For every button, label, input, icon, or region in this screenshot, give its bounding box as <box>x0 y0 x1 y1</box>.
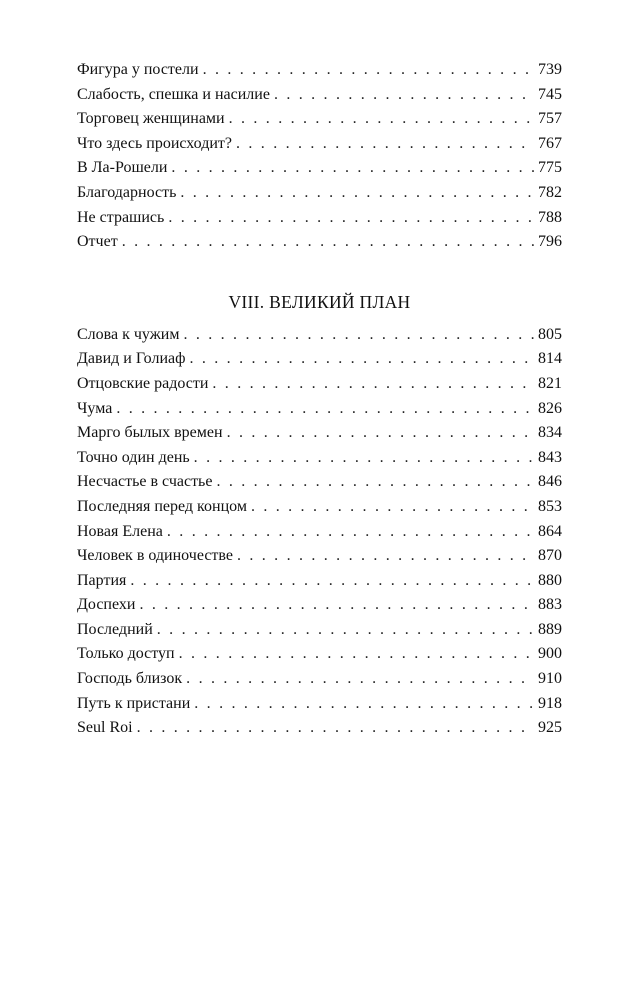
toc-entry-title: Путь к пристани <box>77 694 191 712</box>
dot-leader <box>130 569 534 594</box>
toc-entry <box>77 181 562 206</box>
dot-leader <box>216 470 534 495</box>
toc-entry <box>77 618 562 643</box>
toc-entry <box>77 520 562 545</box>
toc-entry-page-number: 883 <box>538 596 562 614</box>
dot-leader <box>171 156 534 181</box>
toc-entry-page-number: 910 <box>538 670 562 688</box>
toc-entry-title: Слабость, спешка и насилие <box>77 85 270 103</box>
toc-entry <box>77 107 562 132</box>
dot-leader <box>139 593 534 618</box>
toc-entry-page-number: 870 <box>538 547 562 565</box>
toc-entry <box>77 156 562 181</box>
toc-entry-page-number: 821 <box>538 374 562 392</box>
toc-entry <box>77 206 562 231</box>
toc-entry-page-number: 782 <box>538 183 562 201</box>
toc-entry-page-number: 767 <box>538 134 562 152</box>
section-heading: VIII. ВЕЛИКИЙ ПЛАН <box>228 291 411 312</box>
toc-entry-page-number: 788 <box>538 208 562 226</box>
dot-leader <box>237 544 534 569</box>
toc-entry <box>77 692 562 717</box>
toc-entry <box>77 593 562 618</box>
toc-entry-page-number: 775 <box>538 159 562 177</box>
toc-entry <box>77 58 562 83</box>
toc-entry-page-number: 826 <box>538 399 562 417</box>
toc-entry-title: Последняя перед концом <box>77 497 247 515</box>
toc-entry-title: Последний <box>77 620 153 638</box>
toc-entry-title: Новая Елена <box>77 522 163 540</box>
toc-entry <box>77 446 562 471</box>
toc-entry <box>77 716 562 741</box>
toc-entry-page-number: 757 <box>538 110 562 128</box>
toc-entry-title: Марго былых времен <box>77 424 223 442</box>
toc-entry-page-number: 834 <box>538 424 562 442</box>
toc-entry-page-number: 880 <box>538 571 562 589</box>
toc-entry-page-number: 889 <box>538 620 562 638</box>
toc-entry-title: Только доступ <box>77 645 175 663</box>
toc-entry-title: Чума <box>77 399 113 417</box>
dot-leader <box>167 520 534 545</box>
toc-entry-title: Господь близок <box>77 670 183 688</box>
dot-leader <box>189 347 534 372</box>
toc-entry <box>77 544 562 569</box>
toc-entry-page-number: 739 <box>538 61 562 78</box>
toc-entry <box>77 323 562 348</box>
toc-entry-title: Что здесь происходит? <box>77 134 232 152</box>
toc-entry-page-number: 900 <box>538 645 562 663</box>
dot-leader <box>168 206 534 231</box>
toc-entry <box>77 230 562 255</box>
toc-entry-page-number: 843 <box>538 448 562 466</box>
toc-entry-title: Несчастье в счастье <box>77 473 213 491</box>
dot-leader <box>203 58 534 83</box>
dot-leader <box>180 181 534 206</box>
toc-entry-title: Человек в одиночестве <box>77 547 233 565</box>
toc-entry-title: Давид и Голиаф <box>77 350 186 368</box>
toc-entry-page-number: 796 <box>538 233 562 251</box>
toc-entry-title: Доспехи <box>77 596 136 614</box>
toc-entry <box>77 421 562 446</box>
toc-entry <box>77 495 562 520</box>
toc-entry <box>77 569 562 594</box>
toc-entry <box>77 83 562 108</box>
toc-entry-title: Отчет <box>77 233 118 251</box>
dot-leader <box>212 372 534 397</box>
dot-leader <box>229 107 534 132</box>
toc-entry-page-number: 745 <box>538 85 562 103</box>
toc-page <box>77 58 562 741</box>
toc-entry <box>77 132 562 157</box>
toc-entry <box>77 667 562 692</box>
toc-entry-page-number: 846 <box>538 473 562 491</box>
toc-entry-title: В Ла-Рошели <box>77 159 168 177</box>
dot-leader <box>179 642 534 667</box>
toc-entry-page-number: 814 <box>538 350 562 368</box>
toc-entry-title: Не страшись <box>77 208 165 226</box>
toc-list-part2 <box>77 323 562 741</box>
dot-leader <box>274 83 534 108</box>
toc-entry-title: Фигура у постели <box>77 61 199 78</box>
dot-leader <box>236 132 534 157</box>
dot-leader <box>186 667 534 692</box>
dot-leader <box>251 495 534 520</box>
dot-leader <box>183 323 534 348</box>
toc-entry-title: Отцовские радости <box>77 374 209 392</box>
toc-list-part1 <box>77 58 562 255</box>
toc-entry-title: Seul Roi <box>77 719 133 737</box>
toc-entry-title: Точно один день <box>77 448 190 466</box>
dot-leader <box>137 716 534 741</box>
toc-entry-title: Партия <box>77 571 127 589</box>
dot-leader <box>227 421 534 446</box>
dot-leader <box>116 397 534 422</box>
dot-leader <box>194 446 534 471</box>
toc-entry-page-number: 918 <box>538 694 562 712</box>
toc-entry-page-number: 853 <box>538 497 562 515</box>
toc-entry <box>77 372 562 397</box>
dot-leader <box>122 230 534 255</box>
toc-entry-page-number: 805 <box>538 325 562 343</box>
toc-entry <box>77 347 562 372</box>
toc-entry <box>77 642 562 667</box>
toc-entry-title: Слова к чужим <box>77 325 180 343</box>
toc-entry <box>77 470 562 495</box>
dot-leader <box>157 618 534 643</box>
toc-entry-title: Благодарность <box>77 183 177 201</box>
toc-entry-title: Торговец женщинами <box>77 110 225 128</box>
toc-entry-page-number: 925 <box>538 719 562 737</box>
toc-entry <box>77 397 562 422</box>
toc-entry-page-number: 864 <box>538 522 562 540</box>
dot-leader <box>194 692 534 717</box>
